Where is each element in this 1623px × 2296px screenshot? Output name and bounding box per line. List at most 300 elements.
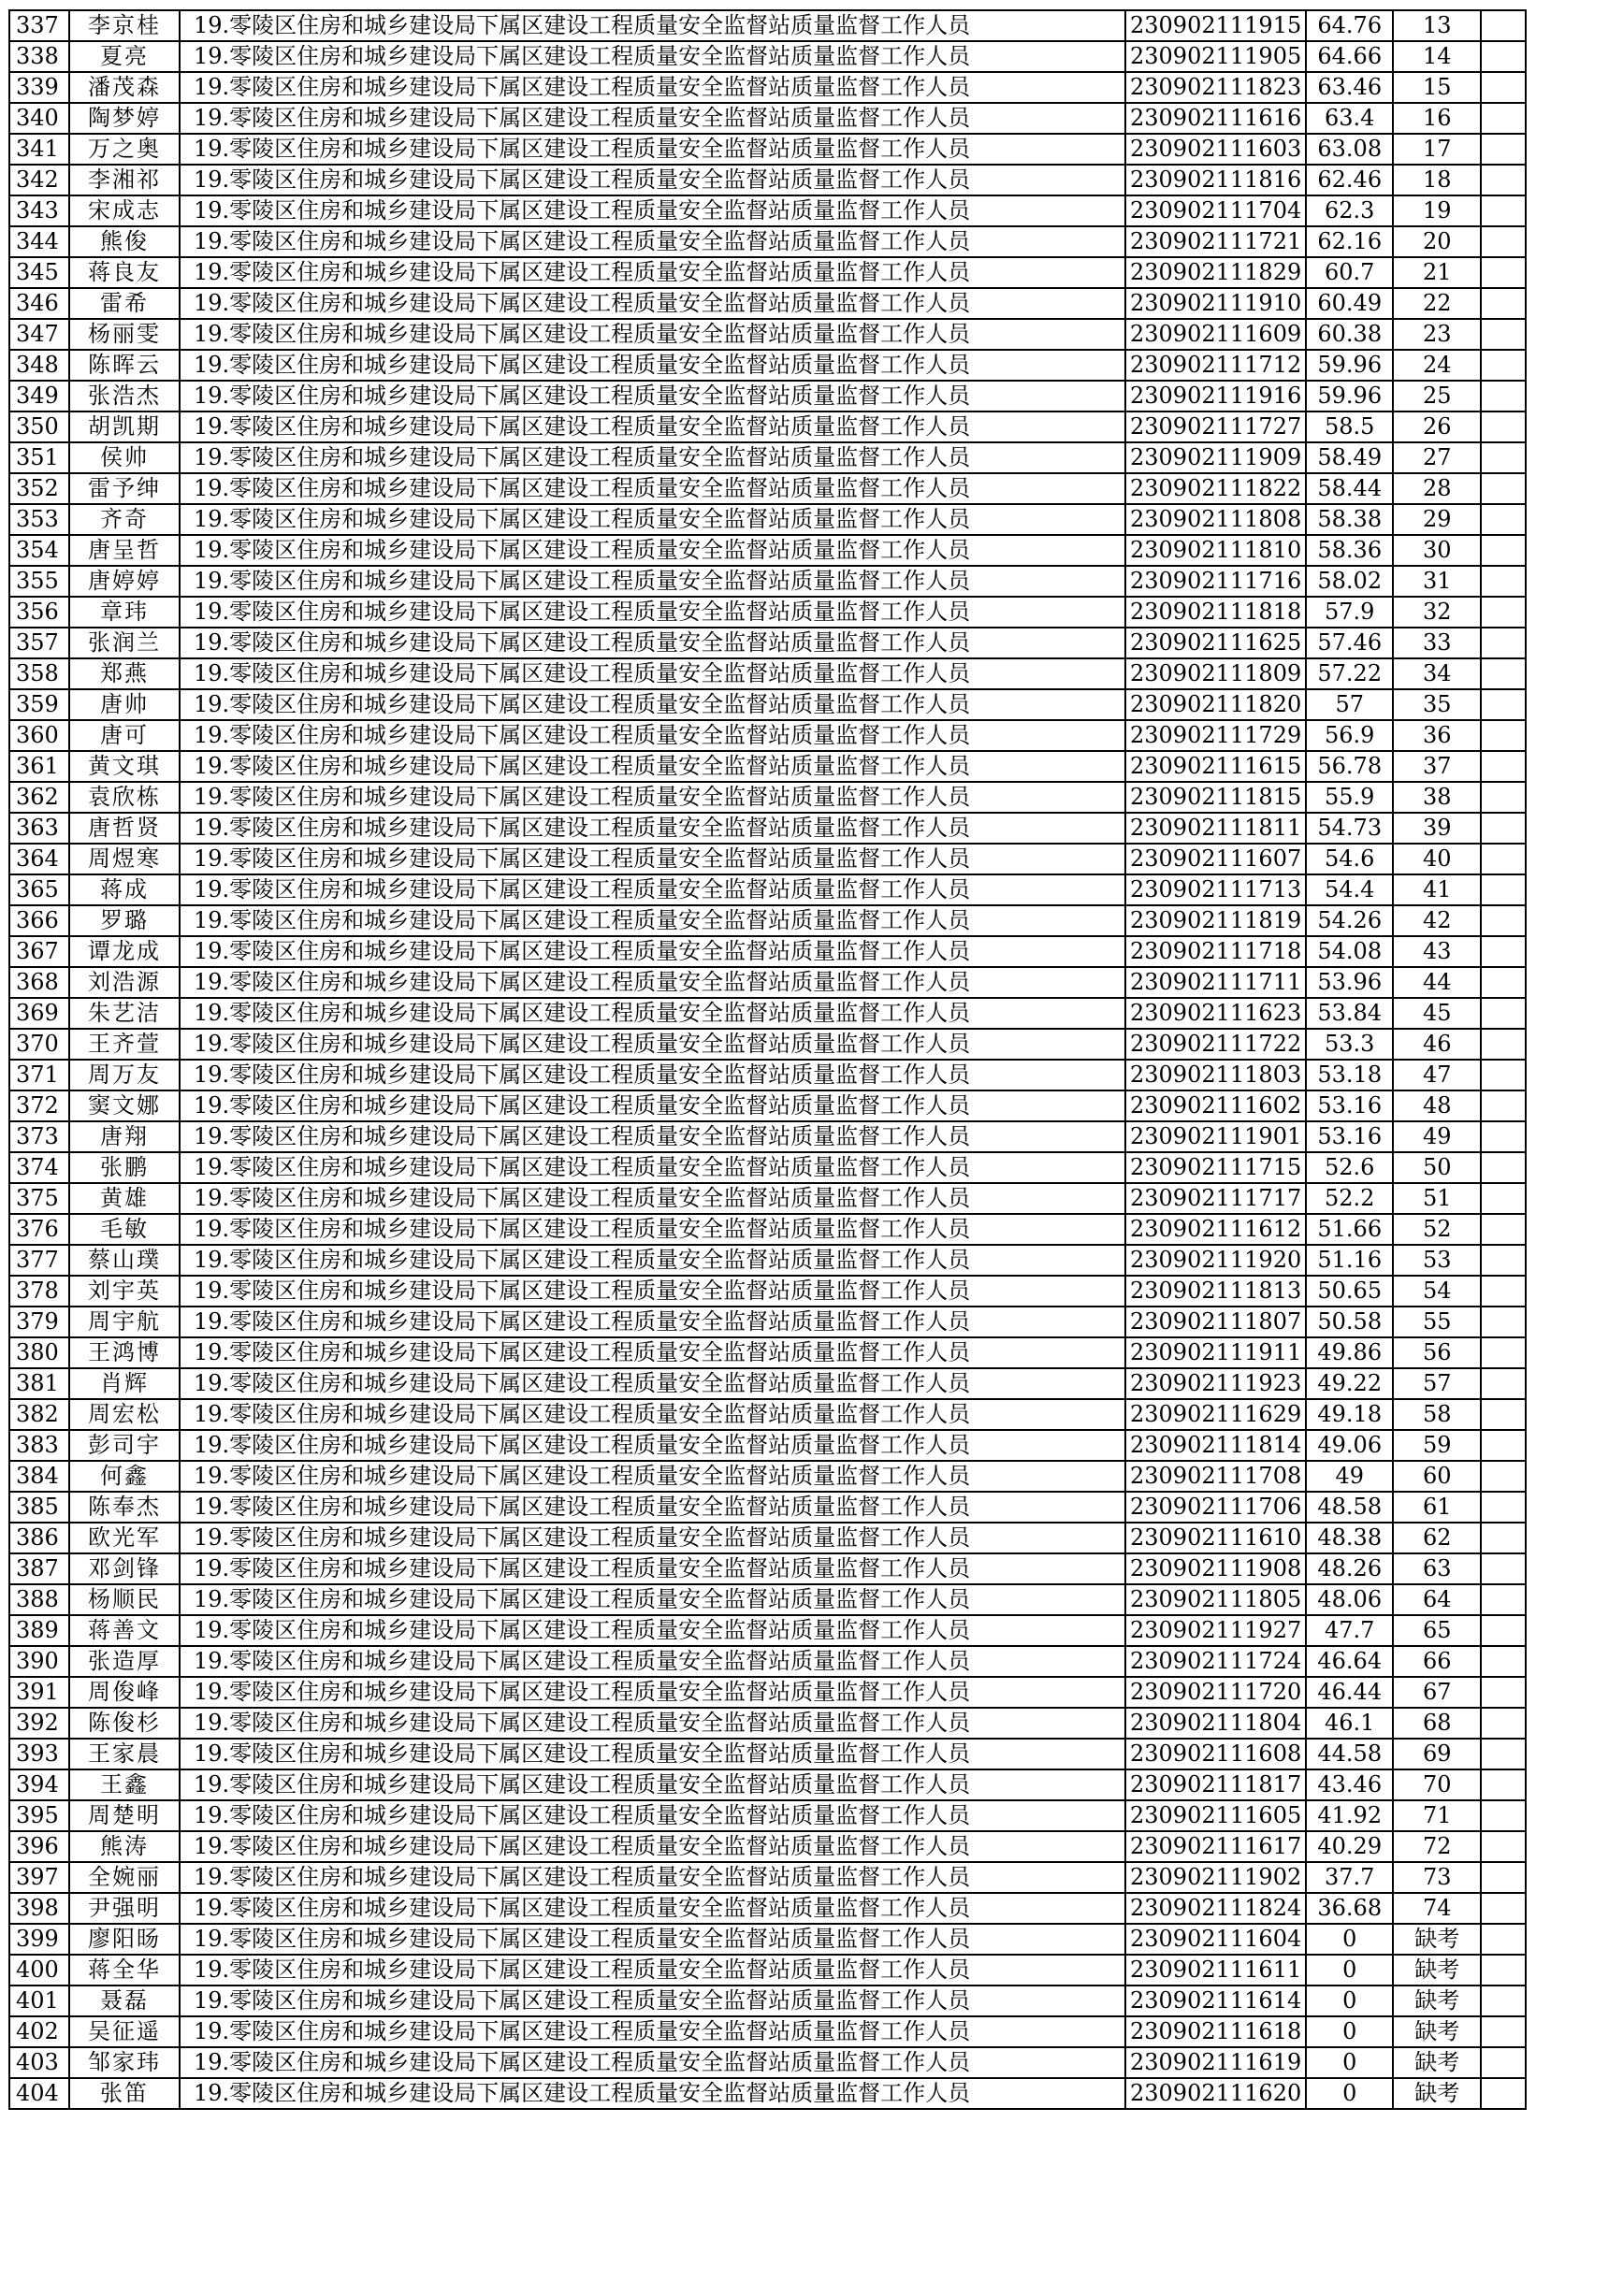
empty-cell [1481,1769,1526,1800]
row-number: 373 [9,1121,69,1152]
candidate-name: 周俊峰 [69,1677,180,1708]
exam-ticket-number: 230902111808 [1125,504,1306,535]
table-row [9,1893,1526,1924]
position-title: 19.零陵区住房和城乡建设局下属区建设工程质量安全监督站质量监督工作人员 [180,2078,1125,2109]
exam-ticket-number: 230902111813 [1125,1276,1306,1307]
empty-cell [1481,1862,1526,1893]
empty-cell [1481,998,1526,1029]
rank-cell: 25 [1393,381,1481,412]
position-title: 19.零陵区住房和城乡建设局下属区建设工程质量安全监督站质量监督工作人员 [180,134,1125,165]
position-title: 19.零陵区住房和城乡建设局下属区建设工程质量安全监督站质量监督工作人员 [180,412,1125,442]
rank-cell: 33 [1393,628,1481,658]
exam-ticket-number: 230902111916 [1125,381,1306,412]
empty-cell [1481,597,1526,628]
empty-cell [1481,2016,1526,2047]
row-number: 380 [9,1337,69,1368]
position-title: 19.零陵区住房和城乡建设局下属区建设工程质量安全监督站质量监督工作人员 [180,72,1125,103]
candidate-name: 蔡山璞 [69,1245,180,1276]
row-number: 339 [9,72,69,103]
empty-cell [1481,1399,1526,1430]
position-title: 19.零陵区住房和城乡建设局下属区建设工程质量安全监督站质量监督工作人员 [180,1276,1125,1307]
score-table-body [9,10,1526,2109]
rank-cell: 39 [1393,813,1481,844]
empty-cell [1481,628,1526,658]
table-row [9,1337,1526,1368]
position-title: 19.零陵区住房和城乡建设局下属区建设工程质量安全监督站质量监督工作人员 [180,103,1125,134]
table-row [9,1708,1526,1739]
table-row [9,1060,1526,1090]
position-title: 19.零陵区住房和城乡建设局下属区建设工程质量安全监督站质量监督工作人员 [180,1769,1125,1800]
empty-cell [1481,967,1526,998]
empty-cell [1481,226,1526,257]
table-row [9,1090,1526,1121]
table-row [9,1276,1526,1307]
exam-score: 37.7 [1306,1862,1393,1893]
table-row [9,1029,1526,1060]
rank-cell: 21 [1393,257,1481,288]
exam-score: 49 [1306,1461,1393,1492]
exam-score: 55.9 [1306,782,1393,813]
table-row [9,1769,1526,1800]
position-title: 19.零陵区住房和城乡建设局下属区建设工程质量安全监督站质量监督工作人员 [180,1337,1125,1368]
empty-cell [1481,1492,1526,1523]
table-row [9,936,1526,967]
position-title: 19.零陵区住房和城乡建设局下属区建设工程质量安全监督站质量监督工作人员 [180,1553,1125,1584]
position-title: 19.零陵区住房和城乡建设局下属区建设工程质量安全监督站质量监督工作人员 [180,782,1125,813]
empty-cell [1481,350,1526,381]
table-row [9,813,1526,844]
table-row [9,535,1526,566]
position-title: 19.零陵区住房和城乡建设局下属区建设工程质量安全监督站质量监督工作人员 [180,1615,1125,1646]
row-number: 352 [9,473,69,504]
table-row [9,134,1526,165]
rank-cell: 62 [1393,1523,1481,1553]
exam-ticket-number: 230902111908 [1125,1553,1306,1584]
exam-ticket-number: 230902111715 [1125,1152,1306,1183]
position-title: 19.零陵区住房和城乡建设局下属区建设工程质量安全监督站质量监督工作人员 [180,1831,1125,1862]
rank-cell: 缺考 [1393,1924,1481,1955]
exam-score: 49.18 [1306,1399,1393,1430]
row-number: 382 [9,1399,69,1430]
rank-cell: 32 [1393,597,1481,628]
table-row [9,2078,1526,2109]
rank-cell: 40 [1393,844,1481,874]
row-number: 378 [9,1276,69,1307]
table-row [9,658,1526,689]
table-row [9,103,1526,134]
row-number: 366 [9,905,69,936]
table-row [9,1646,1526,1677]
row-number: 388 [9,1584,69,1615]
exam-ticket-number: 230902111820 [1125,689,1306,720]
table-row [9,1553,1526,1584]
rank-cell: 56 [1393,1337,1481,1368]
empty-cell [1481,1893,1526,1924]
row-number: 387 [9,1553,69,1584]
rank-cell: 37 [1393,751,1481,782]
row-number: 350 [9,412,69,442]
exam-score: 0 [1306,1955,1393,1986]
empty-cell [1481,1060,1526,1090]
exam-score: 62.46 [1306,165,1393,195]
empty-cell [1481,288,1526,319]
exam-ticket-number: 230902111920 [1125,1245,1306,1276]
position-title: 19.零陵区住房和城乡建设局下属区建设工程质量安全监督站质量监督工作人员 [180,165,1125,195]
position-title: 19.零陵区住房和城乡建设局下属区建设工程质量安全监督站质量监督工作人员 [180,998,1125,1029]
table-row [9,504,1526,535]
candidate-name: 陈奉杰 [69,1492,180,1523]
position-title: 19.零陵区住房和城乡建设局下属区建设工程质量安全监督站质量监督工作人员 [180,813,1125,844]
position-title: 19.零陵区住房和城乡建设局下属区建设工程质量安全监督站质量监督工作人员 [180,41,1125,72]
position-title: 19.零陵区住房和城乡建设局下属区建设工程质量安全监督站质量监督工作人员 [180,350,1125,381]
candidate-name: 熊俊 [69,226,180,257]
exam-ticket-number: 230902111905 [1125,41,1306,72]
empty-cell [1481,1307,1526,1337]
table-row [9,628,1526,658]
rank-cell: 61 [1393,1492,1481,1523]
table-row [9,412,1526,442]
exam-score: 56.78 [1306,751,1393,782]
exam-score: 0 [1306,2047,1393,2078]
empty-cell [1481,1739,1526,1769]
candidate-name: 陶梦婷 [69,103,180,134]
exam-ticket-number: 230902111823 [1125,72,1306,103]
row-number: 383 [9,1430,69,1461]
rank-cell: 45 [1393,998,1481,1029]
empty-cell [1481,1708,1526,1739]
position-title: 19.零陵区住房和城乡建设局下属区建设工程质量安全监督站质量监督工作人员 [180,658,1125,689]
exam-ticket-number: 230902111605 [1125,1800,1306,1831]
exam-score: 57.9 [1306,597,1393,628]
exam-score: 63.08 [1306,134,1393,165]
rank-cell: 70 [1393,1769,1481,1800]
position-title: 19.零陵区住房和城乡建设局下属区建设工程质量安全监督站质量监督工作人员 [180,844,1125,874]
rank-cell: 31 [1393,566,1481,597]
rank-cell: 51 [1393,1183,1481,1214]
rank-cell: 72 [1393,1831,1481,1862]
row-number: 363 [9,813,69,844]
position-title: 19.零陵区住房和城乡建设局下属区建设工程质量安全监督站质量监督工作人员 [180,1307,1125,1337]
exam-score: 48.26 [1306,1553,1393,1584]
table-row [9,1368,1526,1399]
row-number: 364 [9,844,69,874]
rank-cell: 36 [1393,720,1481,751]
exam-ticket-number: 230902111818 [1125,597,1306,628]
exam-score: 0 [1306,1986,1393,2016]
empty-cell [1481,782,1526,813]
exam-ticket-number: 230902111711 [1125,967,1306,998]
table-row [9,1584,1526,1615]
candidate-name: 周宏松 [69,1399,180,1430]
table-row [9,844,1526,874]
exam-ticket-number: 230902111720 [1125,1677,1306,1708]
candidate-name: 唐翔 [69,1121,180,1152]
row-number: 375 [9,1183,69,1214]
empty-cell [1481,566,1526,597]
rank-cell: 71 [1393,1800,1481,1831]
rank-cell: 44 [1393,967,1481,998]
candidate-name: 周楚明 [69,1800,180,1831]
candidate-name: 陈俊杉 [69,1708,180,1739]
empty-cell [1481,2047,1526,2078]
exam-ticket-number: 230902111721 [1125,226,1306,257]
table-row [9,319,1526,350]
rank-cell: 68 [1393,1708,1481,1739]
table-row [9,1245,1526,1276]
exam-score: 48.58 [1306,1492,1393,1523]
position-title: 19.零陵区住房和城乡建设局下属区建设工程质量安全监督站质量监督工作人员 [180,257,1125,288]
rank-cell: 19 [1393,195,1481,226]
row-number: 341 [9,134,69,165]
row-number: 399 [9,1924,69,1955]
rank-cell: 24 [1393,350,1481,381]
rank-cell: 49 [1393,1121,1481,1152]
rank-cell: 65 [1393,1615,1481,1646]
candidate-name: 刘宇英 [69,1276,180,1307]
position-title: 19.零陵区住房和城乡建设局下属区建设工程质量安全监督站质量监督工作人员 [180,10,1125,41]
candidate-name: 聂磊 [69,1986,180,2016]
empty-cell [1481,165,1526,195]
exam-ticket-number: 230902111829 [1125,257,1306,288]
exam-ticket-number: 230902111611 [1125,1955,1306,1986]
empty-cell [1481,504,1526,535]
empty-cell [1481,1677,1526,1708]
table-row [9,1615,1526,1646]
position-title: 19.零陵区住房和城乡建设局下属区建设工程质量安全监督站质量监督工作人员 [180,1060,1125,1090]
exam-ticket-number: 230902111625 [1125,628,1306,658]
rank-cell: 55 [1393,1307,1481,1337]
candidate-name: 罗璐 [69,905,180,936]
empty-cell [1481,1183,1526,1214]
table-row [9,381,1526,412]
candidate-name: 侯帅 [69,442,180,473]
row-number: 344 [9,226,69,257]
exam-ticket-number: 230902111911 [1125,1337,1306,1368]
empty-cell [1481,905,1526,936]
exam-ticket-number: 230902111804 [1125,1708,1306,1739]
empty-cell [1481,1615,1526,1646]
table-row [9,1152,1526,1183]
empty-cell [1481,41,1526,72]
candidate-name: 尹强明 [69,1893,180,1924]
position-title: 19.零陵区住房和城乡建设局下属区建设工程质量安全监督站质量监督工作人员 [180,1986,1125,2016]
table-row [9,1955,1526,1986]
table-row [9,165,1526,195]
candidate-name: 蒋善文 [69,1615,180,1646]
rank-cell: 缺考 [1393,2047,1481,2078]
table-row [9,1986,1526,2016]
position-title: 19.零陵区住房和城乡建设局下属区建设工程质量安全监督站质量监督工作人员 [180,1461,1125,1492]
table-row [9,10,1526,41]
position-title: 19.零陵区住房和城乡建设局下属区建设工程质量安全监督站质量监督工作人员 [180,535,1125,566]
row-number: 358 [9,658,69,689]
row-number: 386 [9,1523,69,1553]
exam-score: 36.68 [1306,1893,1393,1924]
empty-cell [1481,1121,1526,1152]
exam-ticket-number: 230902111927 [1125,1615,1306,1646]
candidate-name: 陈晖云 [69,350,180,381]
exam-ticket-number: 230902111713 [1125,874,1306,905]
exam-ticket-number: 230902111902 [1125,1862,1306,1893]
exam-ticket-number: 230902111717 [1125,1183,1306,1214]
table-row [9,720,1526,751]
row-number: 381 [9,1368,69,1399]
empty-cell [1481,381,1526,412]
position-title: 19.零陵区住房和城乡建设局下属区建设工程质量安全监督站质量监督工作人员 [180,2016,1125,2047]
table-row [9,473,1526,504]
exam-score: 48.38 [1306,1523,1393,1553]
position-title: 19.零陵区住房和城乡建设局下属区建设工程质量安全监督站质量监督工作人员 [180,751,1125,782]
rank-cell: 16 [1393,103,1481,134]
candidate-name: 杨顺民 [69,1584,180,1615]
row-number: 347 [9,319,69,350]
rank-cell: 66 [1393,1646,1481,1677]
candidate-name: 吴征遥 [69,2016,180,2047]
rank-cell: 41 [1393,874,1481,905]
empty-cell [1481,1831,1526,1862]
candidate-name: 雷希 [69,288,180,319]
row-number: 379 [9,1307,69,1337]
exam-score: 62.3 [1306,195,1393,226]
exam-ticket-number: 230902111810 [1125,535,1306,566]
exam-ticket-number: 230902111811 [1125,813,1306,844]
exam-score: 51.66 [1306,1214,1393,1245]
exam-ticket-number: 230902111824 [1125,1893,1306,1924]
empty-cell [1481,874,1526,905]
row-number: 404 [9,2078,69,2109]
row-number: 395 [9,1800,69,1831]
exam-ticket-number: 230902111618 [1125,2016,1306,2047]
position-title: 19.零陵区住房和城乡建设局下属区建设工程质量安全监督站质量监督工作人员 [180,1739,1125,1769]
table-row [9,1214,1526,1245]
rank-cell: 35 [1393,689,1481,720]
rank-cell: 60 [1393,1461,1481,1492]
candidate-name: 彭司宇 [69,1430,180,1461]
candidate-name: 张造厚 [69,1646,180,1677]
candidate-name: 蒋成 [69,874,180,905]
rank-cell: 30 [1393,535,1481,566]
exam-ticket-number: 230902111817 [1125,1769,1306,1800]
exam-ticket-number: 230902111822 [1125,473,1306,504]
position-title: 19.零陵区住房和城乡建设局下属区建设工程质量安全监督站质量监督工作人员 [180,967,1125,998]
rank-cell: 34 [1393,658,1481,689]
rank-cell: 46 [1393,1029,1481,1060]
candidate-name: 胡凯期 [69,412,180,442]
empty-cell [1481,195,1526,226]
row-number: 396 [9,1831,69,1862]
row-number: 401 [9,1986,69,2016]
table-row [9,350,1526,381]
exam-ticket-number: 230902111704 [1125,195,1306,226]
row-number: 353 [9,504,69,535]
exam-ticket-number: 230902111612 [1125,1214,1306,1245]
row-number: 392 [9,1708,69,1739]
rank-cell: 17 [1393,134,1481,165]
table-row [9,1492,1526,1523]
table-row [9,597,1526,628]
candidate-name: 周煜寒 [69,844,180,874]
empty-cell [1481,1337,1526,1368]
rank-cell: 64 [1393,1584,1481,1615]
exam-score: 64.76 [1306,10,1393,41]
exam-ticket-number: 230902111602 [1125,1090,1306,1121]
rank-cell: 14 [1393,41,1481,72]
empty-cell [1481,412,1526,442]
exam-score: 54.26 [1306,905,1393,936]
position-title: 19.零陵区住房和城乡建设局下属区建设工程质量安全监督站质量监督工作人员 [180,1584,1125,1615]
table-row [9,442,1526,473]
exam-score: 43.46 [1306,1769,1393,1800]
exam-ticket-number: 230902111608 [1125,1739,1306,1769]
candidate-name: 李湘祁 [69,165,180,195]
row-number: 371 [9,1060,69,1090]
exam-score: 64.66 [1306,41,1393,72]
row-number: 394 [9,1769,69,1800]
exam-score: 60.38 [1306,319,1393,350]
exam-score: 50.65 [1306,1276,1393,1307]
exam-score: 60.49 [1306,288,1393,319]
position-title: 19.零陵区住房和城乡建设局下属区建设工程质量安全监督站质量监督工作人员 [180,1800,1125,1831]
rank-cell: 54 [1393,1276,1481,1307]
empty-cell [1481,319,1526,350]
empty-cell [1481,1800,1526,1831]
exam-ticket-number: 230902111718 [1125,936,1306,967]
candidate-name: 王齐萱 [69,1029,180,1060]
row-number: 346 [9,288,69,319]
table-row [9,1677,1526,1708]
candidate-name: 唐可 [69,720,180,751]
exam-ticket-number: 230902111809 [1125,658,1306,689]
table-row [9,874,1526,905]
rank-cell: 20 [1393,226,1481,257]
position-title: 19.零陵区住房和城乡建设局下属区建设工程质量安全监督站质量监督工作人员 [180,1924,1125,1955]
candidate-name: 章玮 [69,597,180,628]
exam-ticket-number: 230902111603 [1125,134,1306,165]
empty-cell [1481,751,1526,782]
rank-cell: 23 [1393,319,1481,350]
exam-ticket-number: 230902111716 [1125,566,1306,597]
exam-ticket-number: 230902111620 [1125,2078,1306,2109]
exam-score: 62.16 [1306,226,1393,257]
row-number: 370 [9,1029,69,1060]
candidate-name: 廖阳旸 [69,1924,180,1955]
position-title: 19.零陵区住房和城乡建设局下属区建设工程质量安全监督站质量监督工作人员 [180,1121,1125,1152]
row-number: 398 [9,1893,69,1924]
position-title: 19.零陵区住房和城乡建设局下属区建设工程质量安全监督站质量监督工作人员 [180,319,1125,350]
rank-cell: 26 [1393,412,1481,442]
position-title: 19.零陵区住房和城乡建设局下属区建设工程质量安全监督站质量监督工作人员 [180,1152,1125,1183]
exam-score: 49.06 [1306,1430,1393,1461]
row-number: 397 [9,1862,69,1893]
position-title: 19.零陵区住房和城乡建设局下属区建设工程质量安全监督站质量监督工作人员 [180,1862,1125,1893]
exam-ticket-number: 230902111617 [1125,1831,1306,1862]
exam-score: 58.36 [1306,535,1393,566]
rank-cell: 69 [1393,1739,1481,1769]
row-number: 354 [9,535,69,566]
position-title: 19.零陵区住房和城乡建设局下属区建设工程质量安全监督站质量监督工作人员 [180,473,1125,504]
position-title: 19.零陵区住房和城乡建设局下属区建设工程质量安全监督站质量监督工作人员 [180,1492,1125,1523]
rank-cell: 28 [1393,473,1481,504]
empty-cell [1481,257,1526,288]
row-number: 385 [9,1492,69,1523]
position-title: 19.零陵区住房和城乡建设局下属区建设工程质量安全监督站质量监督工作人员 [180,381,1125,412]
table-row [9,1831,1526,1862]
position-title: 19.零陵区住房和城乡建设局下属区建设工程质量安全监督站质量监督工作人员 [180,1183,1125,1214]
table-row [9,566,1526,597]
row-number: 361 [9,751,69,782]
position-title: 19.零陵区住房和城乡建设局下属区建设工程质量安全监督站质量监督工作人员 [180,720,1125,751]
candidate-name: 毛敏 [69,1214,180,1245]
